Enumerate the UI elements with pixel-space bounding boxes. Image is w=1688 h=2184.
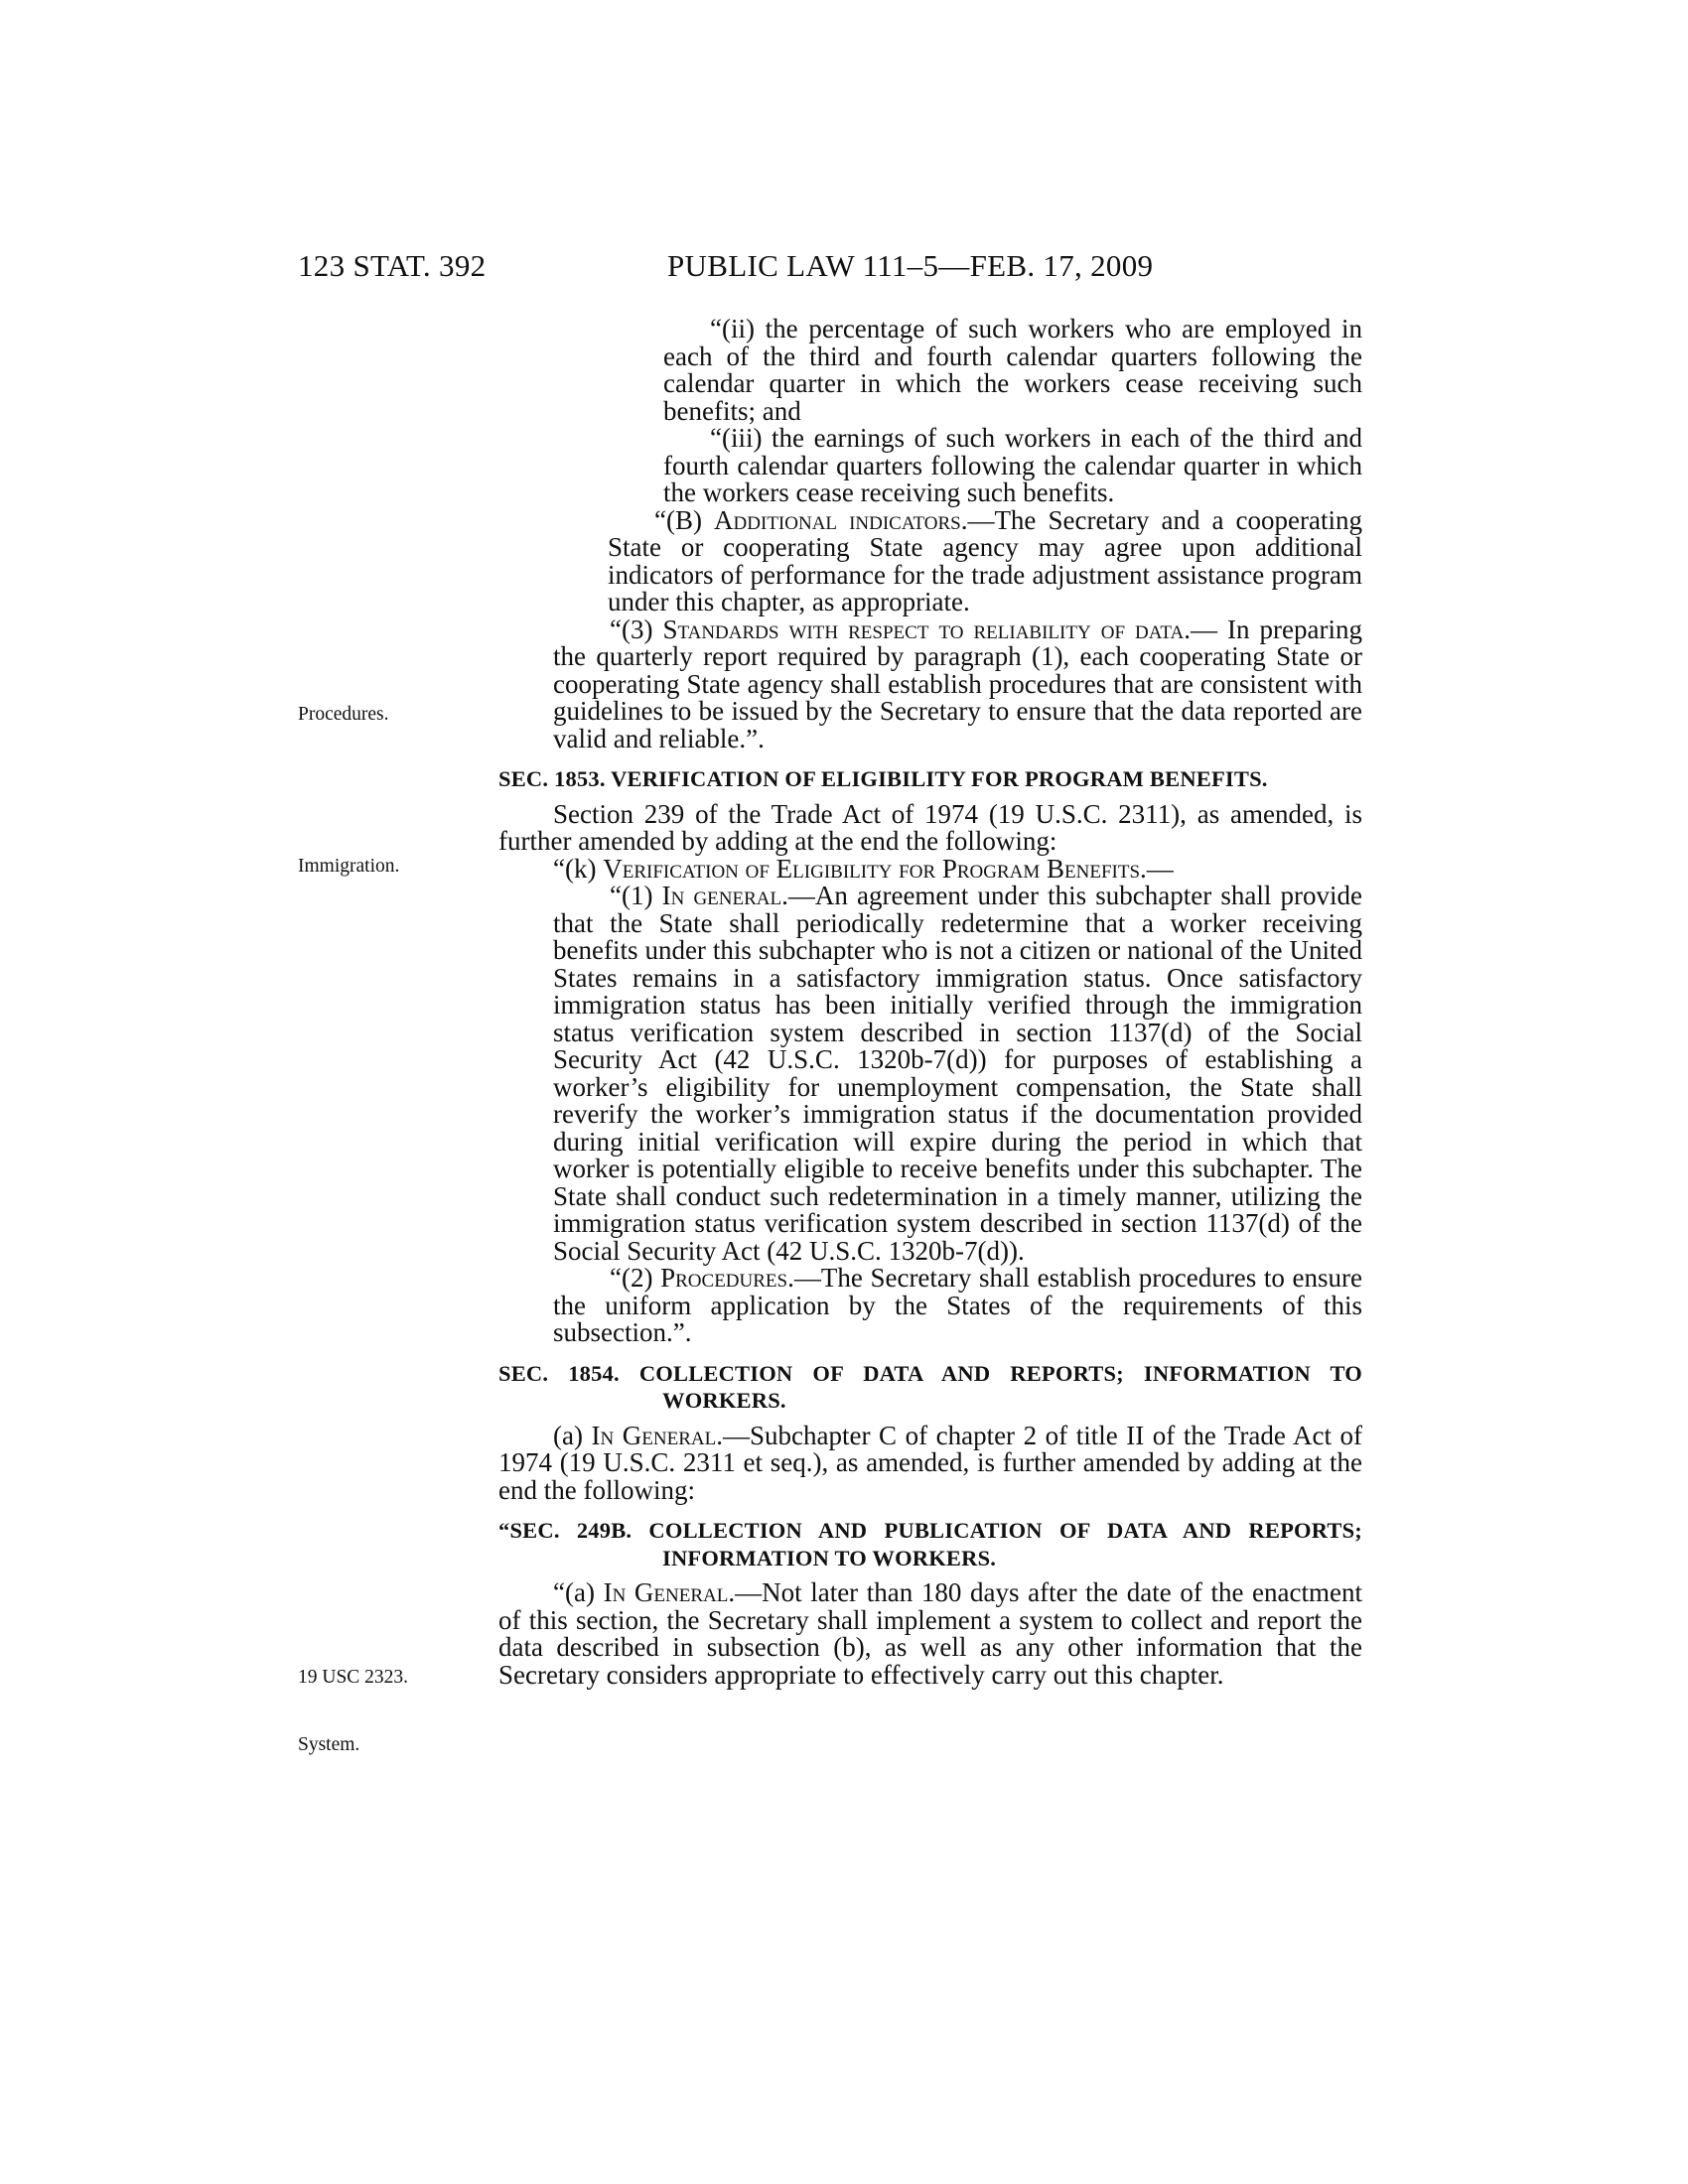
- section-1854-a-text: .—Subchapter C of chapter 2 of title II of the Trade Act of 1974 (19 U.S.C. 2311 et seq.), as amended, is further amended by adding at the end the following:: [498, 1420, 1362, 1505]
- section-249b-a-text: .—Not later than 180 days after the date of the enactment of this section, the Secretary shall implement a system to collect and report the data described in subsection (b), as well as any other information that the Secretary considers appropriate to effectively carry out this chapter.: [498, 1577, 1363, 1690]
- paragraph-k2-text: .—The Secretary shall establish procedures to ensure the uniform application by the States of the requirements of this subsection.”.: [553, 1263, 1362, 1347]
- subparagraph-b-text: .—The Secretary and a cooperating State or cooperating State agency may agree upon additional indicators of performance for the trade adjustment assistance program under this chapter, as appropriate.: [608, 504, 1362, 616]
- paragraph-3-caption: Standards with respect to reliability of data: [662, 614, 1185, 644]
- section-249b-a: [498, 1579, 1362, 1689]
- section-1854-heading: SEC. 1854. COLLECTION OF DATA AND REPORTS; INFORMATION TO WORKERS.: [498, 1360, 1362, 1413]
- clause-iii: “(iii) the earnings of such workers in each of the third and fourth calendar quarters following the calendar quarter in which the workers cease receiving such benefits.: [663, 423, 1362, 507]
- paragraph-k2-lead: “(2): [610, 1263, 661, 1293]
- clause-ii: “(ii) the percentage of such workers who are employed in each of the third and fourth calendar quarters following the calendar quarter in which the workers cease receiving such benefits; and: [663, 314, 1362, 426]
- section-249b-heading: “SEC. 249B. COLLECTION AND PUBLICATION OF DATA AND REPORTS; INFORMATION TO WORKERS.: [498, 1518, 1362, 1570]
- paragraph-k2-caption: Procedures: [660, 1263, 788, 1293]
- paragraph-k1-lead: “(1): [610, 881, 662, 910]
- section-1853-body: Section 239 of the Trade Act of 1974 (19 U.S.C. 2311), as amended, is further amended by adding at the end the following:: [498, 798, 1362, 856]
- section-1853-heading: SEC. 1853. VERIFICATION OF ELIGIBILITY FOR PROGRAM BENEFITS.: [498, 766, 1268, 791]
- paragraph-k1-caption: In general: [661, 881, 782, 910]
- paragraph-3: [498, 616, 1362, 753]
- subparagraph-b: [498, 504, 1362, 616]
- section-1854-a: [498, 1420, 1362, 1505]
- subsection-k-lead: “(k): [553, 853, 604, 884]
- margin-note-immigration: Immigration.: [298, 856, 400, 877]
- margin-note-procedures: Procedures.: [298, 704, 389, 725]
- section-1854-a-caption: In General: [591, 1420, 717, 1450]
- subparagraph-b-caption: Additional indicators: [714, 504, 961, 535]
- subsection-k: [498, 853, 1362, 884]
- margin-note-usc: 19 USC 2323.: [298, 1667, 409, 1688]
- section-249b-a-caption: In General: [603, 1577, 729, 1607]
- paragraph-3-lead: “(3): [610, 614, 663, 644]
- section-1854-a-lead: (a): [553, 1420, 592, 1450]
- page-number: 123 STAT. 392: [298, 248, 487, 283]
- margin-note-system: System.: [298, 1734, 360, 1755]
- subsection-k-text: .—: [1140, 853, 1174, 884]
- subparagraph-b-lead: “(B): [654, 504, 715, 535]
- subsection-k-caption: Verification of Eligibility for Program Benefits: [603, 853, 1141, 884]
- paragraph-k1-text: .—An agreement under this subchapter shall provide that the State shall periodically redetermine that a worker receiving benefits under this subchapter who is not a citizen or national of the United States remains in a satisfactory immigration status. Once satisfactory immigration status has been initially verified through the immigration status verification system described in section 1137(d) of the Social Security Act (42 U.S.C. 1320b-7(d)) for purposes of establishing a worker’s eligibility for unemployment compensation, the State shall reverify the worker’s immigration status if the documentation provided during initial verification will expire during the period in which that worker is potentially eligible to receive benefits under this subchapter. The State shall conduct such redetermination in a timely manner, utilizing the immigration status verification system described in section 1137(d) of the Social Security Act (42 U.S.C. 1320b-7(d)).: [553, 881, 1362, 1266]
- running-head: PUBLIC LAW 111–5—FEB. 17, 2009: [667, 248, 1154, 283]
- paragraph-k1: [498, 883, 1362, 1265]
- paragraph-3-text: .— In preparing the quarterly report required by paragraph (1), each cooperating State or cooperating State agency shall establish procedures that are consistent with guidelines to be issued by the Secretary to ensure that the data reported are valid and reliable.”.: [553, 614, 1362, 753]
- paragraph-k2: [498, 1265, 1362, 1347]
- section-249b-a-lead: “(a): [553, 1577, 604, 1607]
- main-text: [498, 316, 1362, 1689]
